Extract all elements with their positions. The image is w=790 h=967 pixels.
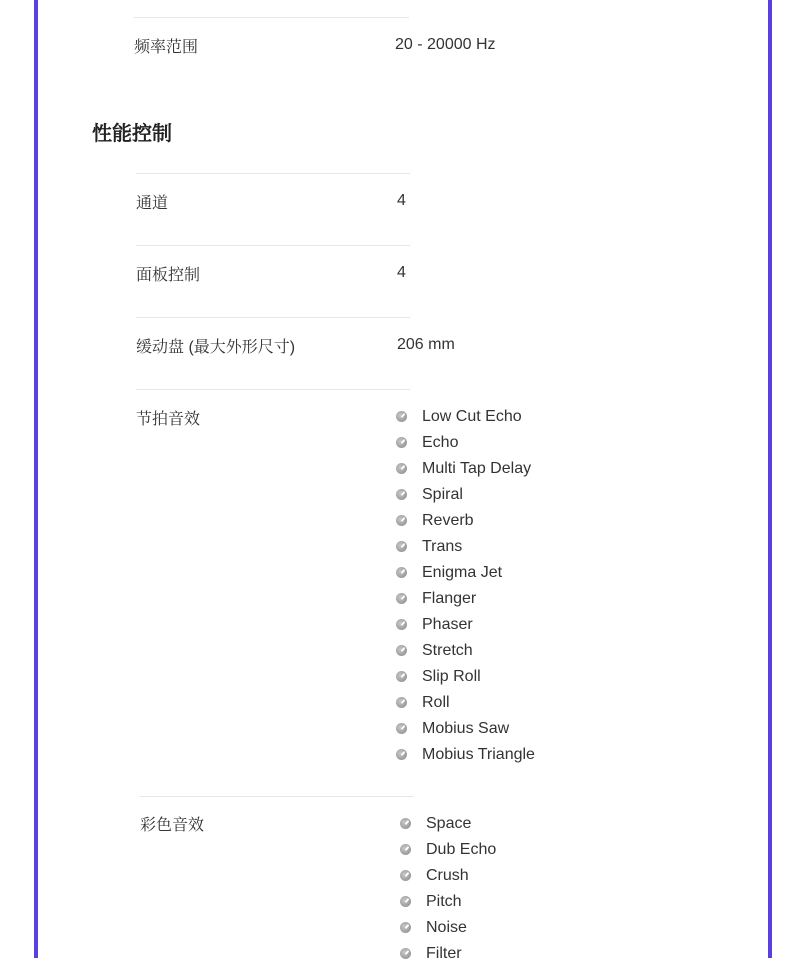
channels-label: 通道 (136, 195, 169, 212)
list-item: Roll (396, 690, 535, 716)
jog-wheel-value: 206 mm (397, 336, 455, 353)
list-item: Phaser (396, 612, 535, 638)
list-item: Stretch (396, 638, 535, 664)
bullet-icon (396, 541, 407, 552)
list-item: Mobius Saw (396, 716, 535, 742)
list-item: Dub Echo (400, 837, 496, 863)
list-item: Spiral (396, 482, 535, 508)
bullet-icon (400, 844, 411, 855)
divider (134, 17, 409, 18)
bullet-icon (396, 489, 407, 500)
list-item: Echo (396, 430, 535, 456)
channels-value: 4 (397, 192, 406, 209)
bullet-icon (396, 515, 407, 526)
list-item: Mobius Triangle (396, 742, 535, 768)
bullet-icon (400, 870, 411, 881)
jog-wheel-label: 缓动盘 (最大外形尺寸) (136, 339, 296, 356)
divider (136, 317, 410, 318)
beat-fx-label: 节拍音效 (136, 411, 201, 428)
bullet-icon (396, 723, 407, 734)
bullet-icon (400, 896, 411, 907)
divider (136, 389, 410, 390)
list-item: Pitch (400, 889, 496, 915)
list-item: Filter (400, 941, 496, 967)
section-title: 性能控制 (92, 123, 172, 145)
bullet-icon (396, 619, 407, 630)
divider (136, 245, 410, 246)
list-item: Flanger (396, 586, 535, 612)
list-item: Slip Roll (396, 664, 535, 690)
bullet-icon (396, 437, 407, 448)
list-item: Low Cut Echo (396, 404, 535, 430)
bullet-icon (400, 948, 411, 959)
freq-range-label: 频率范围 (134, 39, 199, 56)
bullet-icon (400, 922, 411, 933)
list-item: Multi Tap Delay (396, 456, 535, 482)
freq-range-value: 20 - 20000 Hz (395, 36, 496, 53)
bullet-icon (400, 818, 411, 829)
list-item: Noise (400, 915, 496, 941)
color-fx-list (400, 811, 496, 967)
list-item: Reverb (396, 508, 535, 534)
divider (140, 796, 414, 797)
beat-fx-list (396, 404, 535, 768)
bullet-icon (396, 411, 407, 422)
bullet-icon (396, 645, 407, 656)
bullet-icon (396, 567, 407, 578)
bullet-icon (396, 463, 407, 474)
bullet-icon (396, 697, 407, 708)
list-item: Crush (400, 863, 496, 889)
list-item: Space (400, 811, 496, 837)
color-fx-label: 彩色音效 (140, 817, 205, 834)
divider (136, 173, 410, 174)
panel-control-label: 面板控制 (136, 267, 201, 284)
bullet-icon (396, 593, 407, 604)
list-item: Enigma Jet (396, 560, 535, 586)
panel-control-value: 4 (397, 264, 406, 281)
bullet-icon (396, 671, 407, 682)
bullet-icon (396, 749, 407, 760)
list-item: Trans (396, 534, 535, 560)
